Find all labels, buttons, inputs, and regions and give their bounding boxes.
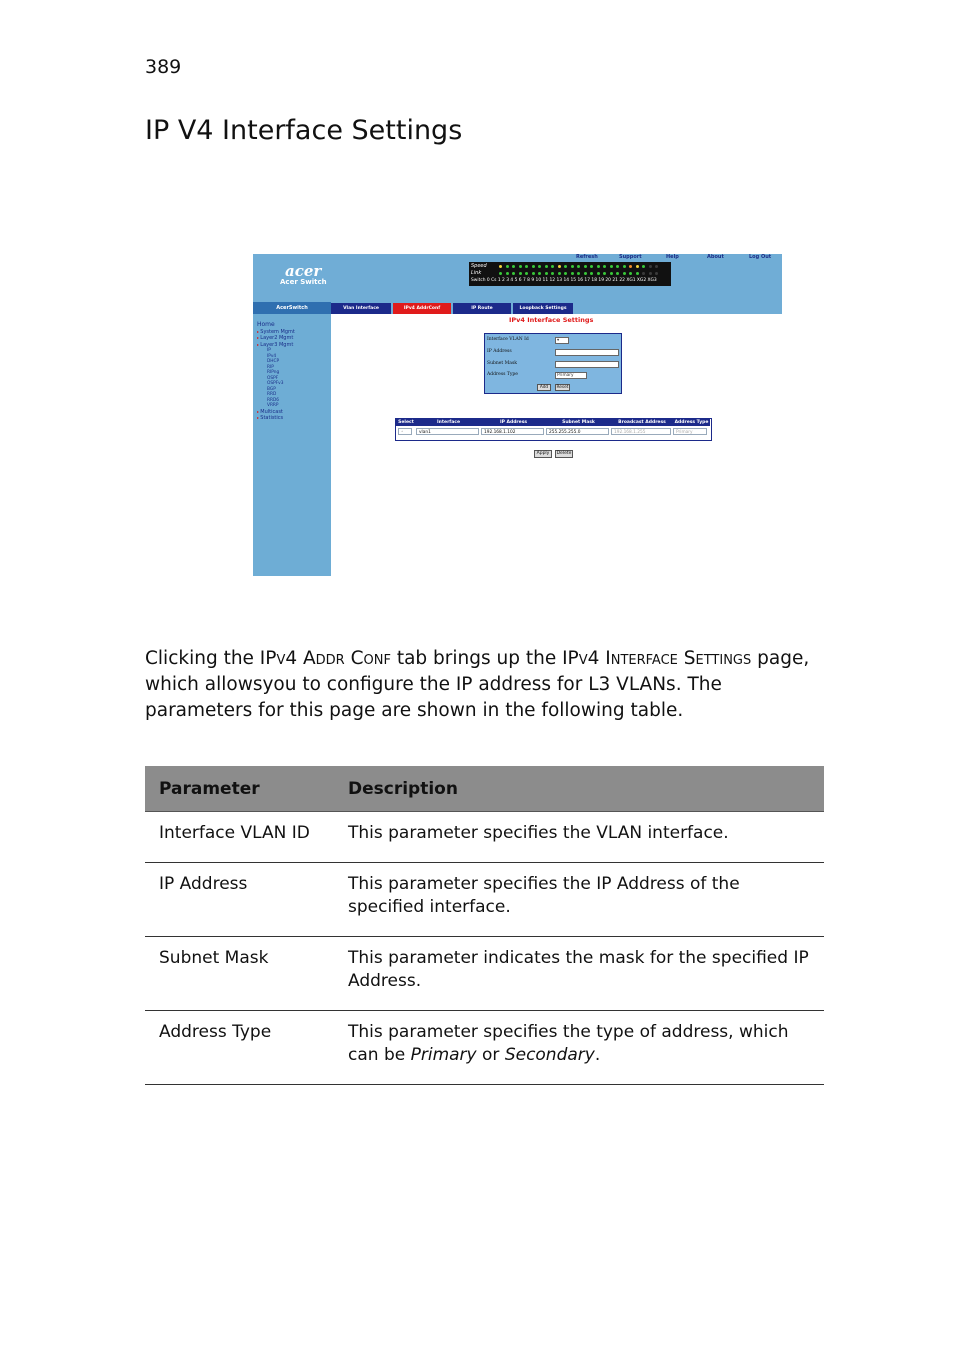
- port-led-icon: [532, 272, 535, 275]
- expand-arrow-icon: ▸: [257, 341, 261, 347]
- port-led-icon: [506, 265, 509, 268]
- table-row: [145, 812, 824, 863]
- port-led-icon: [571, 272, 574, 275]
- apply-button[interactable]: Apply: [534, 450, 552, 458]
- tree-item-label: System Mgmt: [260, 328, 295, 335]
- port-led-icon: [597, 265, 600, 268]
- tree-item-label: IPv4: [267, 353, 277, 359]
- port-led-icon: [499, 265, 502, 268]
- brand-subtitle: Acer Switch: [280, 278, 327, 286]
- table-row: [145, 937, 824, 1011]
- sidebar-tab-acerswitch[interactable]: AcerSwitch: [253, 302, 331, 314]
- intro-text-2: tab brings up the IP: [390, 648, 579, 669]
- link-leds: [499, 272, 658, 276]
- port-numbers: Switch 0 Cs 1 2 3 4 5 6 7 8 9 10 11 12 13 14 15 16 17 18 19 20 21 22 XG1 XG2 XG3: [471, 278, 657, 283]
- tree-item[interactable]: [257, 415, 331, 422]
- subnet-mask-input[interactable]: [555, 361, 619, 368]
- col-broadcast: Broadcast Address: [618, 420, 666, 425]
- col-select: Select: [398, 420, 414, 425]
- address-type-select[interactable]: Primary: [555, 372, 587, 379]
- port-led-icon: [525, 265, 528, 268]
- port-led-icon: [558, 265, 561, 268]
- mask-label: Subnet Mask: [487, 361, 517, 366]
- port-led-icon: [597, 272, 600, 275]
- row-address-type[interactable]: Primary: [673, 428, 707, 435]
- port-led-icon: [532, 265, 535, 268]
- help-link[interactable]: Help: [666, 254, 679, 260]
- delete-button[interactable]: Delete: [556, 451, 572, 456]
- param-header: Parameter: [145, 766, 334, 812]
- top-links: [573, 254, 782, 262]
- ipv4-form: [484, 333, 622, 394]
- ipv4-settings-heading: IPv4 Interface Settings: [509, 316, 594, 324]
- port-led-icon: [545, 265, 548, 268]
- table-header: [396, 419, 710, 426]
- expand-arrow-icon: ▸: [257, 328, 261, 334]
- port-led-icon: [616, 265, 619, 268]
- tree-item-label: DHCP: [267, 359, 280, 364]
- tree-item-label: IP: [267, 348, 271, 353]
- tree-item-label: OSPF: [267, 375, 279, 381]
- port-led-icon: [616, 272, 619, 275]
- vlan-row: [487, 337, 621, 346]
- row-interface: vlan1: [416, 428, 479, 435]
- tree-item-label: RIP: [267, 364, 274, 370]
- param-desc: [334, 1011, 824, 1085]
- port-led-icon: [571, 265, 574, 268]
- tree-item-label: Multicast: [260, 408, 283, 415]
- col-address-type: Address Type: [674, 420, 709, 425]
- port-led-icon: [649, 272, 652, 275]
- param-name: Address Type: [145, 1011, 334, 1085]
- tree-item-label: Statistics: [260, 415, 284, 421]
- tab-vlan-interface[interactable]: Vlan Interface: [331, 303, 391, 314]
- mask-row: [487, 361, 621, 370]
- intro-text-3: page, which allowsyou to configure the IP address for L3 VLANs. The parameters for this page are shown in the following table.: [145, 648, 810, 721]
- tree-item-label: Layer2 Mgmt: [260, 335, 294, 341]
- col-subnet-mask: Subnet Mask: [562, 420, 595, 425]
- port-led-icon: [564, 272, 567, 275]
- port-led-icon: [610, 265, 613, 268]
- row-select-radio[interactable]: ◦: [398, 428, 412, 435]
- vlan-select[interactable]: ▾: [555, 337, 569, 344]
- expand-arrow-icon: ▸: [257, 415, 261, 420]
- table-row: [145, 1011, 824, 1085]
- table-row: [396, 427, 710, 437]
- port-led-icon: [545, 272, 548, 275]
- param-desc: This parameter indicates the mask for the specified IP Address.: [334, 937, 824, 1011]
- param-name: Subnet Mask: [145, 937, 334, 1011]
- port-led-icon: [590, 265, 593, 268]
- param-desc: This parameter specifies the IP Address of the specified interface.: [334, 863, 824, 937]
- port-led-icon: [590, 272, 593, 275]
- add-button[interactable]: Add: [537, 384, 551, 391]
- port-led-icon: [610, 272, 613, 275]
- tree-item-label: RIPng: [267, 370, 280, 375]
- port-led-icon: [623, 265, 626, 268]
- about-link[interactable]: About: [707, 254, 724, 260]
- desc-pre: This parameter specifies the type of address, which can be: [348, 1022, 789, 1065]
- tree-item-label: Layer3 Mgmt: [260, 341, 294, 348]
- port-led-icon: [642, 265, 645, 268]
- ip-label: IP Address: [487, 349, 512, 354]
- link-label: Link: [471, 270, 482, 276]
- tree-item-label: RRD: [267, 392, 277, 397]
- expand-arrow-icon: ▸: [257, 335, 261, 340]
- row-subnet-mask: 255.255.255.0: [546, 428, 609, 435]
- nav-tree: [257, 322, 331, 422]
- tab-ip-route[interactable]: IP Route: [453, 303, 511, 314]
- col-interface: Interface: [436, 420, 460, 425]
- port-led-icon: [629, 272, 632, 275]
- ip-address-input[interactable]: [555, 349, 619, 356]
- tree-item-label: RRD6: [267, 397, 280, 403]
- refresh-link[interactable]: Refresh: [576, 254, 598, 260]
- port-led-icon: [538, 272, 541, 275]
- type-label: Address Type: [487, 372, 518, 377]
- tab-ipv4-addrconf[interactable]: IPv4 AddrConf: [393, 303, 451, 314]
- port-led-icon: [603, 272, 606, 275]
- param-name: IP Address: [145, 863, 334, 937]
- port-led-icon: [584, 265, 587, 268]
- port-led-icon: [512, 272, 515, 275]
- support-link[interactable]: Support: [619, 254, 642, 260]
- desc-secondary: Secondary: [504, 1045, 595, 1065]
- port-led-icon: [636, 265, 639, 268]
- port-led-icon: [636, 272, 639, 275]
- intro-page-name: v4 Interface Settings: [578, 648, 752, 669]
- port-status-panel: [469, 262, 671, 286]
- port-led-icon: [499, 272, 502, 275]
- tree-item-label: Home: [257, 321, 275, 328]
- speed-leds: [499, 265, 658, 269]
- param-desc: This parameter specifies the VLAN interface.: [334, 812, 824, 863]
- port-led-icon: [558, 272, 561, 275]
- switch-ui-screenshot: [253, 254, 782, 576]
- port-led-icon: [655, 265, 658, 268]
- port-led-icon: [577, 272, 580, 275]
- ip-row: [487, 349, 621, 358]
- parameter-table: [145, 766, 824, 1085]
- intro-text-1: Clicking the IP: [145, 648, 277, 669]
- row-broadcast: 192.168.1.255: [611, 428, 671, 435]
- param-header-row: [145, 766, 824, 812]
- port-led-icon: [538, 265, 541, 268]
- intro-paragraph: [145, 646, 825, 724]
- page-number: 389: [145, 56, 182, 78]
- reset-button[interactable]: Reset: [556, 385, 569, 390]
- port-led-icon: [629, 265, 632, 268]
- desc-post: .: [594, 1045, 601, 1065]
- acer-logo: acer: [285, 262, 322, 280]
- tree-item-label: OSPFv3: [267, 381, 284, 386]
- tree-item-label: VRRP: [267, 403, 279, 408]
- desc-primary: Primary: [410, 1045, 477, 1065]
- port-led-icon: [512, 265, 515, 268]
- row-ip-address: 192.168.1.102: [481, 428, 544, 435]
- col-ip-address: IP Address: [499, 420, 528, 425]
- type-row: [487, 372, 621, 381]
- port-led-icon: [519, 272, 522, 275]
- desc-header: Description: [334, 766, 824, 812]
- port-led-icon: [584, 272, 587, 275]
- port-led-icon: [642, 272, 645, 275]
- intro-tab-name: v4 Addr Conf: [276, 648, 391, 669]
- section-title: IP V4 Interface Settings: [145, 115, 463, 146]
- port-led-icon: [649, 265, 652, 268]
- logout-link[interactable]: Log Out: [749, 254, 772, 260]
- desc-mid: or: [476, 1045, 505, 1065]
- config-tabs: [331, 303, 573, 314]
- port-led-icon: [551, 272, 554, 275]
- port-led-icon: [525, 272, 528, 275]
- port-led-icon: [623, 272, 626, 275]
- port-led-icon: [551, 265, 554, 268]
- port-led-icon: [603, 265, 606, 268]
- expand-arrow-icon: ▸: [257, 408, 261, 414]
- switch-sidebar: [253, 302, 331, 576]
- tab-loopback-settings[interactable]: Loopback Settings: [513, 303, 573, 314]
- vlan-label: Interface VLAN Id: [487, 337, 529, 342]
- param-name: Interface VLAN ID: [145, 812, 334, 863]
- tree-item-label: BGP: [267, 386, 276, 392]
- port-led-icon: [506, 272, 509, 275]
- port-led-icon: [519, 265, 522, 268]
- port-led-icon: [577, 265, 580, 268]
- table-row: [145, 863, 824, 937]
- speed-label: Speed: [471, 263, 487, 269]
- port-led-icon: [564, 265, 567, 268]
- interfaces-table: [395, 418, 712, 441]
- port-led-icon: [655, 272, 658, 275]
